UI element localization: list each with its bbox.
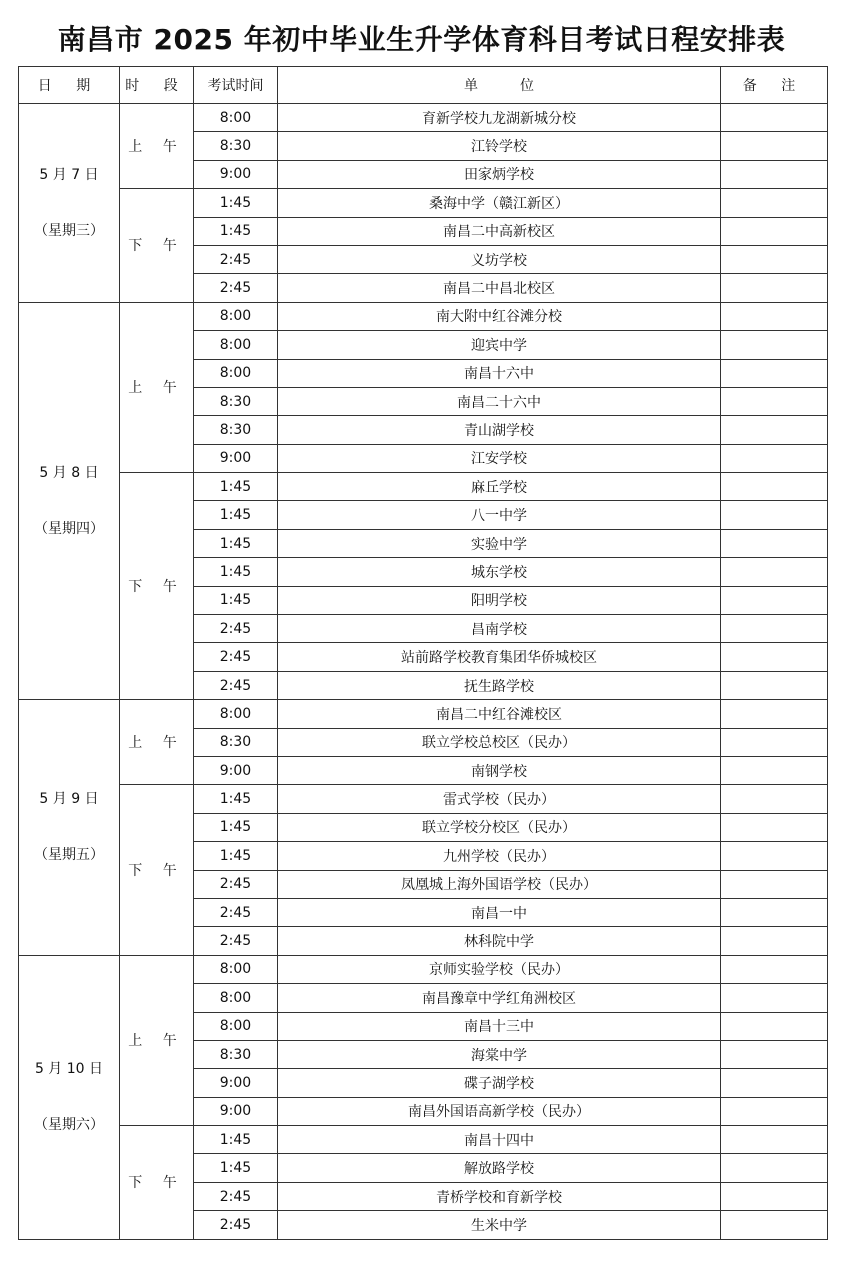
unit-cell: 站前路学校教育集团华侨城校区	[278, 643, 721, 671]
note-cell	[721, 1154, 828, 1182]
unit-cell: 南昌十三中	[278, 1012, 721, 1040]
unit-cell: 青桥学校和育新学校	[278, 1182, 721, 1210]
note-cell	[721, 160, 828, 188]
unit-cell: 京师实验学校（民办）	[278, 955, 721, 983]
header-date: 日 期	[19, 67, 120, 104]
unit-cell: 南昌外国语高新学校（民办）	[278, 1097, 721, 1125]
note-cell	[721, 1211, 828, 1239]
exam-time-cell: 8:30	[194, 1040, 278, 1068]
note-cell	[721, 274, 828, 302]
date-cell	[19, 302, 120, 699]
unit-cell: 南大附中红谷滩分校	[278, 302, 721, 330]
unit-cell: 桑海中学（赣江新区）	[278, 189, 721, 217]
period-cell: 下 午	[120, 473, 194, 700]
exam-time-cell: 1:45	[194, 1126, 278, 1154]
note-cell	[721, 842, 828, 870]
note-cell	[721, 1040, 828, 1068]
note-cell	[721, 1012, 828, 1040]
unit-cell: 实验中学	[278, 529, 721, 557]
date-label: 5 月 10 日	[34, 1061, 104, 1078]
exam-time-cell: 1:45	[194, 842, 278, 870]
exam-time-cell: 2:45	[194, 898, 278, 926]
header-note: 备 注	[721, 67, 828, 104]
unit-cell: 林科院中学	[278, 927, 721, 955]
unit-cell: 南昌二中红谷滩校区	[278, 700, 721, 728]
exam-time-cell: 8:00	[194, 331, 278, 359]
note-cell	[721, 1069, 828, 1097]
header-time: 考试时间	[194, 67, 278, 104]
exam-time-cell: 8:30	[194, 416, 278, 444]
note-cell	[721, 444, 828, 472]
note-cell	[721, 302, 828, 330]
date-label: 5 月 7 日	[39, 166, 99, 183]
unit-cell: 南钢学校	[278, 756, 721, 784]
note-cell	[721, 785, 828, 813]
unit-cell: 八一中学	[278, 501, 721, 529]
unit-cell: 凤凰城上海外国语学校（民办）	[278, 870, 721, 898]
exam-time-cell: 1:45	[194, 813, 278, 841]
unit-cell: 昌南学校	[278, 615, 721, 643]
unit-cell: 南昌豫章中学红角洲校区	[278, 984, 721, 1012]
note-cell	[721, 955, 828, 983]
note-cell	[721, 501, 828, 529]
unit-cell: 南昌一中	[278, 898, 721, 926]
unit-cell: 田家炳学校	[278, 160, 721, 188]
period-cell: 下 午	[120, 785, 194, 955]
date-cell	[19, 700, 120, 956]
table-row	[19, 785, 828, 813]
exam-time-cell: 1:45	[194, 1154, 278, 1182]
exam-time-cell: 1:45	[194, 529, 278, 557]
unit-cell: 雷式学校（民办）	[278, 785, 721, 813]
exam-time-cell: 8:00	[194, 104, 278, 132]
schedule-table	[18, 66, 828, 1240]
note-cell	[721, 1126, 828, 1154]
exam-time-cell: 8:00	[194, 302, 278, 330]
exam-time-cell: 2:45	[194, 1182, 278, 1210]
unit-cell: 阳明学校	[278, 586, 721, 614]
exam-time-cell: 9:00	[194, 1097, 278, 1125]
exam-time-cell: 2:45	[194, 671, 278, 699]
exam-time-cell: 1:45	[194, 473, 278, 501]
exam-time-cell: 2:45	[194, 1211, 278, 1239]
unit-cell: 江安学校	[278, 444, 721, 472]
unit-cell: 义坊学校	[278, 245, 721, 273]
unit-cell: 南昌十四中	[278, 1126, 721, 1154]
note-cell	[721, 700, 828, 728]
exam-time-cell: 9:00	[194, 1069, 278, 1097]
exam-time-cell: 8:00	[194, 700, 278, 728]
note-cell	[721, 1097, 828, 1125]
table-row	[19, 189, 828, 217]
table-row	[19, 104, 828, 132]
date-label: 5 月 9 日	[39, 791, 99, 808]
unit-cell: 南昌十六中	[278, 359, 721, 387]
unit-cell: 城东学校	[278, 558, 721, 586]
exam-time-cell: 2:45	[194, 274, 278, 302]
schedule-body	[19, 104, 828, 1240]
header-period: 时 段	[120, 67, 194, 104]
note-cell	[721, 984, 828, 1012]
note-cell	[721, 615, 828, 643]
unit-cell: 南昌二中昌北校区	[278, 274, 721, 302]
unit-cell: 麻丘学校	[278, 473, 721, 501]
note-cell	[721, 728, 828, 756]
exam-time-cell: 9:00	[194, 160, 278, 188]
note-cell	[721, 245, 828, 273]
exam-time-cell: 1:45	[194, 785, 278, 813]
table-row	[19, 700, 828, 728]
exam-time-cell: 9:00	[194, 444, 278, 472]
date-label: 5 月 8 日	[39, 464, 99, 481]
unit-cell: 育新学校九龙湖新城分校	[278, 104, 721, 132]
unit-cell: 生米中学	[278, 1211, 721, 1239]
note-cell	[721, 217, 828, 245]
exam-time-cell: 1:45	[194, 586, 278, 614]
period-cell: 上 午	[120, 955, 194, 1125]
note-cell	[721, 586, 828, 614]
period-cell: 上 午	[120, 302, 194, 472]
table-row	[19, 955, 828, 983]
note-cell	[721, 473, 828, 501]
header-unit: 单 位	[278, 67, 721, 104]
note-cell	[721, 927, 828, 955]
note-cell	[721, 756, 828, 784]
exam-time-cell: 8:00	[194, 984, 278, 1012]
note-cell	[721, 1182, 828, 1210]
note-cell	[721, 813, 828, 841]
period-cell: 上 午	[120, 104, 194, 189]
weekday-label: （星期五）	[34, 847, 104, 864]
weekday-label: （星期三）	[34, 222, 104, 239]
note-cell	[721, 416, 828, 444]
exam-time-cell: 1:45	[194, 217, 278, 245]
unit-cell: 南昌二十六中	[278, 387, 721, 415]
note-cell	[721, 643, 828, 671]
period-cell: 上 午	[120, 700, 194, 785]
exam-time-cell: 8:30	[194, 132, 278, 160]
note-cell	[721, 898, 828, 926]
weekday-label: （星期六）	[34, 1117, 104, 1134]
exam-time-cell: 2:45	[194, 245, 278, 273]
page-title: 南昌市 2025 年初中毕业生升学体育科目考试日程安排表	[57, 23, 786, 56]
date-cell	[19, 104, 120, 303]
exam-time-cell: 8:00	[194, 359, 278, 387]
table-row	[19, 1126, 828, 1154]
table-row	[19, 302, 828, 330]
exam-time-cell: 1:45	[194, 558, 278, 586]
note-cell	[721, 189, 828, 217]
note-cell	[721, 132, 828, 160]
exam-time-cell: 2:45	[194, 615, 278, 643]
unit-cell: 联立学校分校区（民办）	[278, 813, 721, 841]
note-cell	[721, 529, 828, 557]
note-cell	[721, 671, 828, 699]
exam-time-cell: 1:45	[194, 501, 278, 529]
note-cell	[721, 387, 828, 415]
note-cell	[721, 331, 828, 359]
header-row	[19, 67, 828, 104]
note-cell	[721, 870, 828, 898]
unit-cell: 南昌二中高新校区	[278, 217, 721, 245]
unit-cell: 迎宾中学	[278, 331, 721, 359]
unit-cell: 抚生路学校	[278, 671, 721, 699]
period-cell: 下 午	[120, 1126, 194, 1240]
unit-cell: 解放路学校	[278, 1154, 721, 1182]
exam-time-cell: 2:45	[194, 643, 278, 671]
unit-cell: 联立学校总校区（民办）	[278, 728, 721, 756]
unit-cell: 碟子湖学校	[278, 1069, 721, 1097]
period-cell: 下 午	[120, 189, 194, 303]
unit-cell: 江铃学校	[278, 132, 721, 160]
note-cell	[721, 104, 828, 132]
unit-cell: 九州学校（民办）	[278, 842, 721, 870]
exam-time-cell: 9:00	[194, 756, 278, 784]
exam-time-cell: 8:30	[194, 728, 278, 756]
exam-time-cell: 2:45	[194, 927, 278, 955]
unit-cell: 青山湖学校	[278, 416, 721, 444]
table-row	[19, 473, 828, 501]
exam-time-cell: 8:00	[194, 1012, 278, 1040]
note-cell	[721, 558, 828, 586]
exam-time-cell: 1:45	[194, 189, 278, 217]
exam-time-cell: 8:00	[194, 955, 278, 983]
exam-time-cell: 8:30	[194, 387, 278, 415]
weekday-label: （星期四）	[34, 520, 104, 537]
unit-cell: 海棠中学	[278, 1040, 721, 1068]
note-cell	[721, 359, 828, 387]
exam-time-cell: 2:45	[194, 870, 278, 898]
date-cell	[19, 955, 120, 1239]
